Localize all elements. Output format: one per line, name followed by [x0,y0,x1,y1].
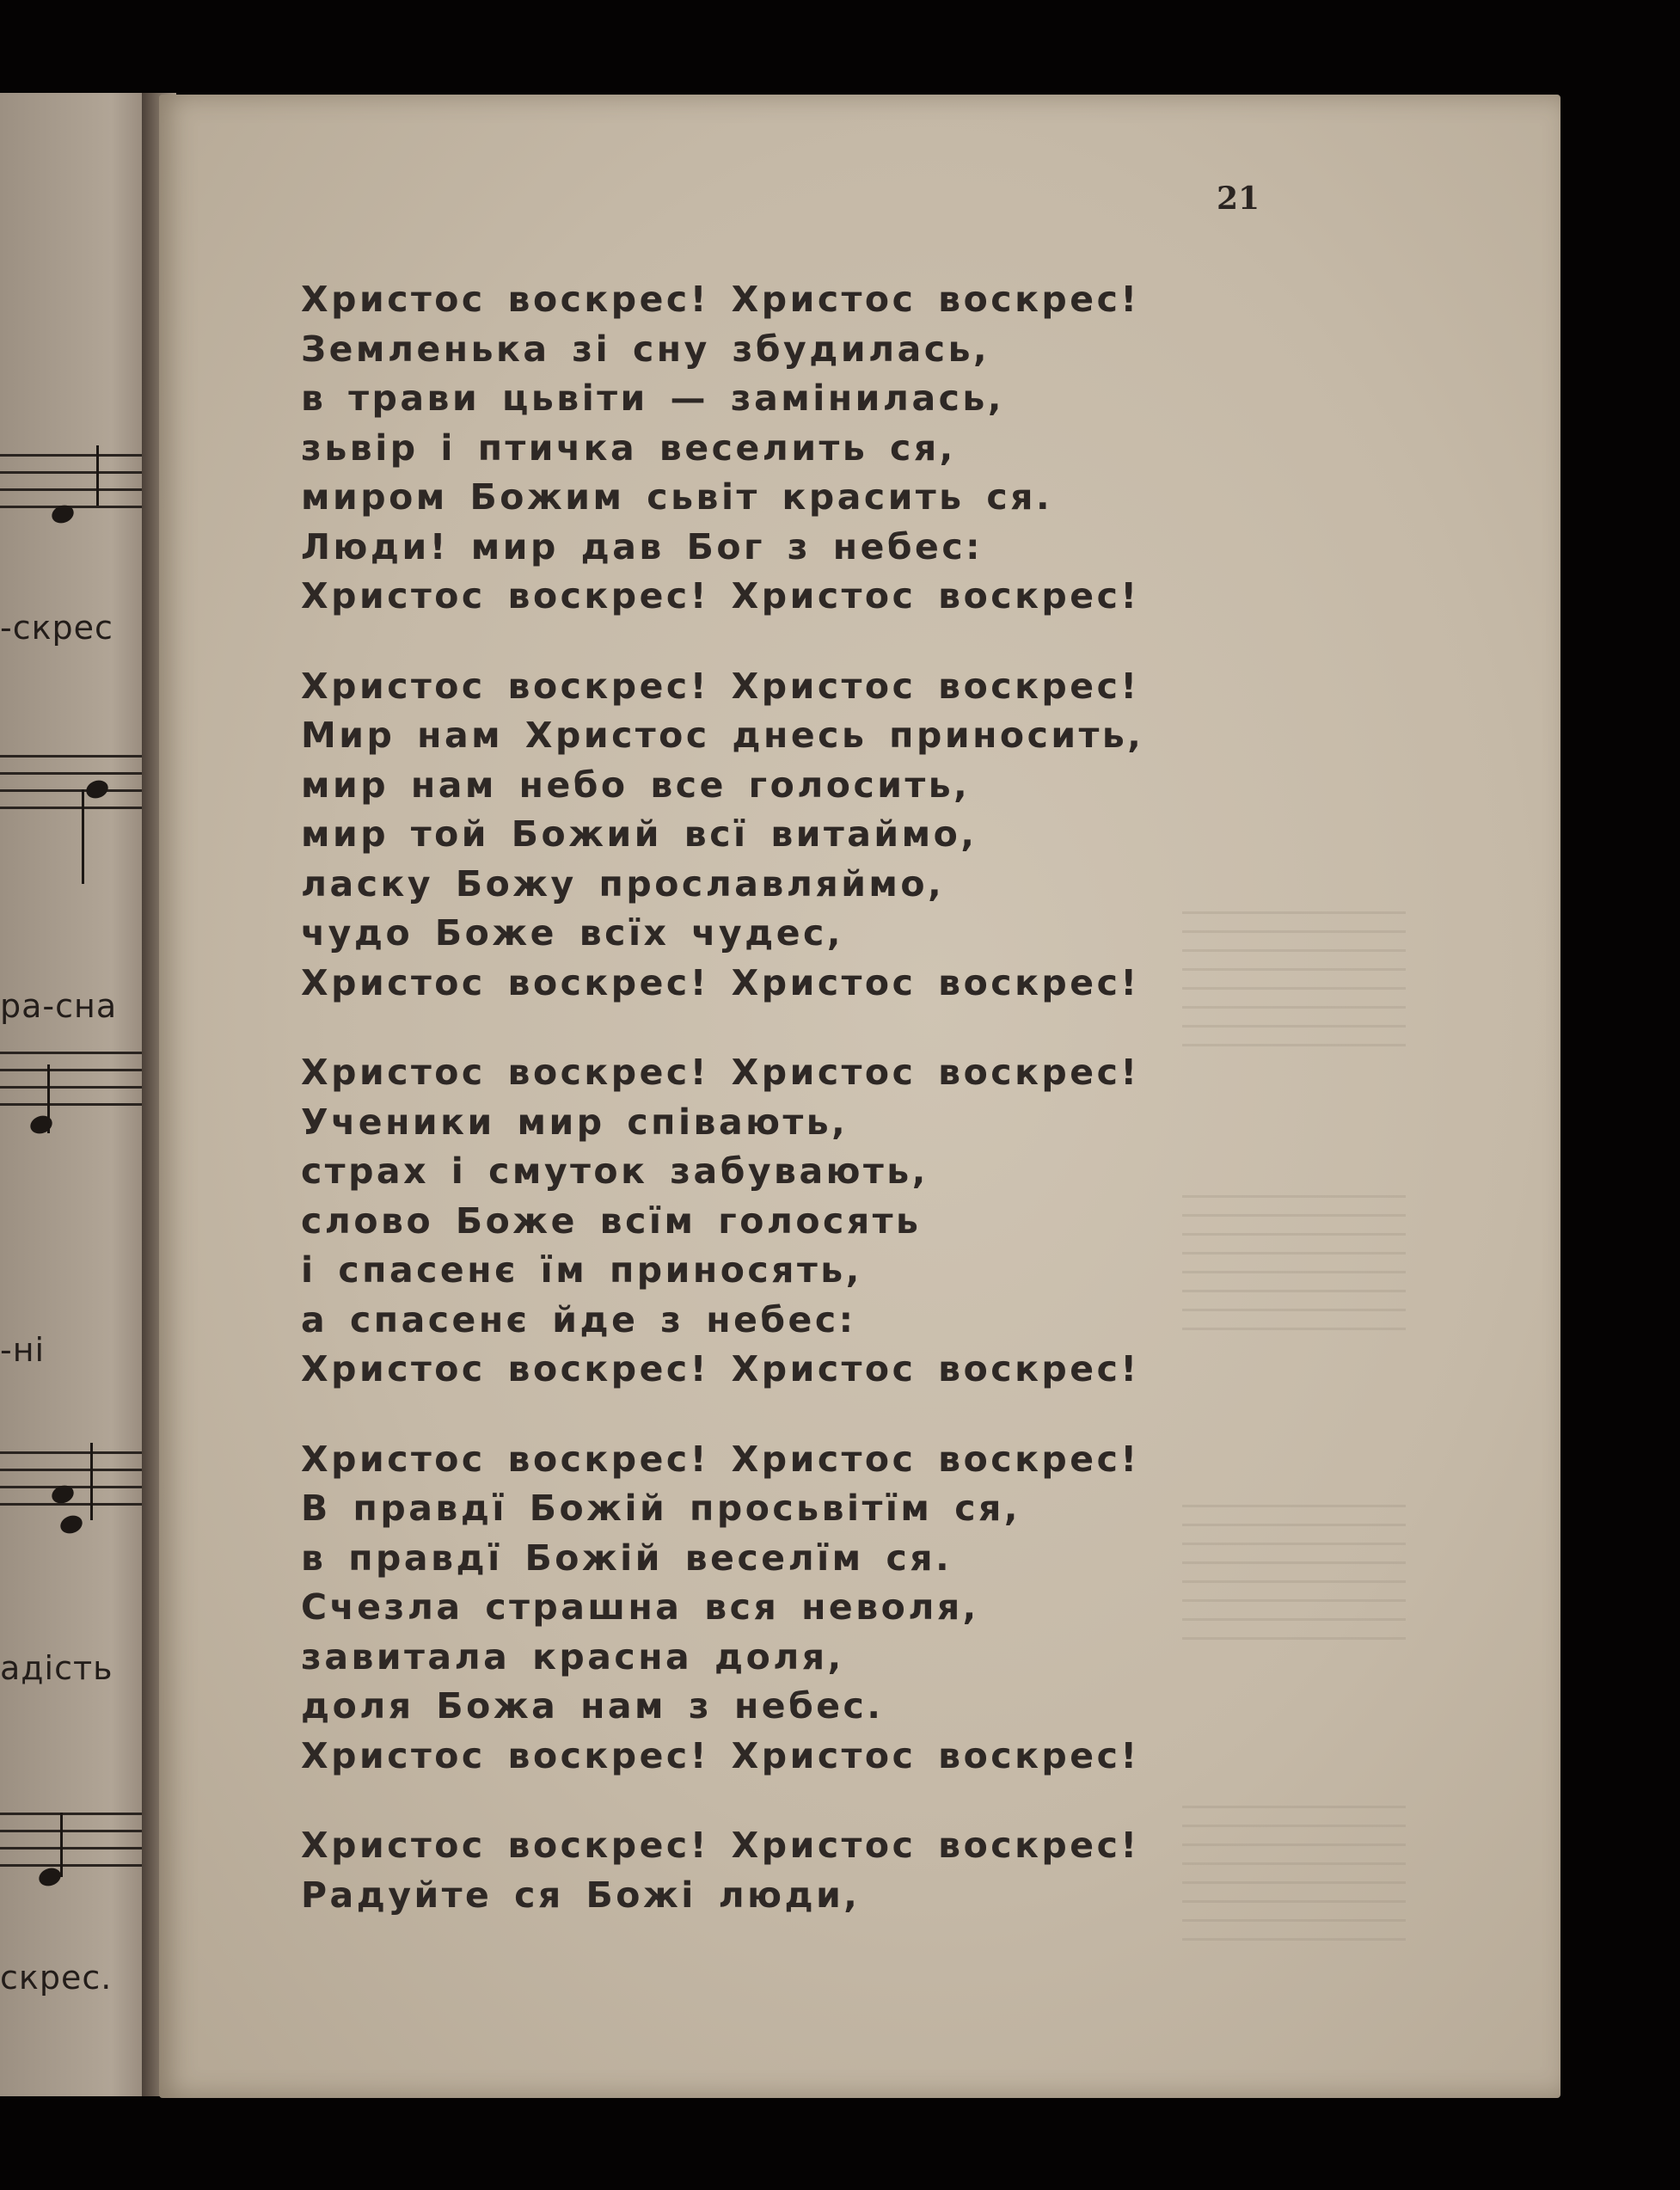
poem-line: завитала красна доля, [301,1635,844,1678]
music-staff [0,454,150,523]
music-staff [0,1813,150,1881]
poem-line: В правдї Божій просьвітїм ся, [301,1488,1021,1529]
poem-line: в правдї Божій веселїм ся. [301,1537,953,1579]
show-through-staff [1182,1505,1406,1642]
note-stem [96,445,99,506]
music-staff [0,1451,150,1520]
stanza [301,662,1144,1009]
poem-line: Христос воскрес! Христос воскрес! [301,1438,1140,1480]
poem-line: і спасенє їм приносять, [301,1249,862,1291]
show-through-staff [1182,1806,1406,1943]
note-stem [82,789,84,884]
poem-line: Христос воскрес! Христос воскрес! [301,1052,1140,1093]
left-fragment: скрес. [0,1959,113,1997]
stanza [301,275,1144,622]
poem-line: Христос воскрес! Христос воскрес! [301,575,1140,617]
poem [301,275,1144,1960]
music-staff [0,1052,150,1120]
note-stem [60,1813,63,1877]
poem-line: ласку Божу прославляймо, [301,862,945,905]
book-page [159,95,1560,2098]
poem-line: Христос воскрес! Христос воскрес! [301,961,1140,1003]
left-fragment: -скрес [0,609,113,647]
show-through-staff [1182,911,1406,1049]
page-number: 21 [1217,181,1260,217]
poem-line: чудо Боже всїх чудес, [301,912,843,954]
left-page [0,93,159,2096]
poem-line: мир той Божий всї витаймо, [301,813,978,855]
show-through-staff [1182,1195,1406,1333]
left-fragment: ра-сна [0,987,118,1025]
left-fragment: -ні [0,1331,46,1369]
stanza [301,1821,1144,1920]
stanza [301,1435,1144,1782]
poem-line: мир нам небо все голосить, [301,764,971,806]
poem-line: Мир нам Христос днесь приносить, [301,715,1144,756]
poem-line: Христос воскрес! Христос воскрес! [301,665,1140,707]
poem-line: страх і смуток забувають, [301,1150,929,1192]
poem-line: Земленька зі сну збудилась, [301,328,990,370]
poem-line: Христос воскрес! Христос воскрес! [301,279,1140,320]
poem-line: Ученики мир співають, [301,1101,849,1143]
poem-line: слово Боже всїм голосять [301,1199,922,1242]
poem-line: Христос воскрес! Христос воскрес! [301,1825,1140,1866]
poem-line: Христос воскрес! Христос воскрес! [301,1734,1140,1776]
poem-line: Радуйте ся Божі люди, [301,1874,861,1916]
poem-line: доля Божа нам з небес. [301,1685,884,1727]
poem-line: а спасенє йде з небес: [301,1298,856,1340]
poem-line: Счезла страшна вся неволя, [301,1586,979,1628]
poem-line: зьвір і птичка веселить ся, [301,426,956,469]
poem-line: Христос воскрес! Христос воскрес! [301,1348,1140,1389]
left-fragment: адість [0,1649,113,1687]
stanza [301,1048,1144,1395]
note-stem [47,1064,50,1133]
poem-line: миром Божим сьвіт красить ся. [301,476,1053,518]
poem-line: в трави цьвіти — замінилась, [301,377,1004,419]
music-staff [0,755,150,824]
note-stem [90,1443,93,1520]
poem-line: Люди! мир дав Бог з небес: [301,525,984,567]
